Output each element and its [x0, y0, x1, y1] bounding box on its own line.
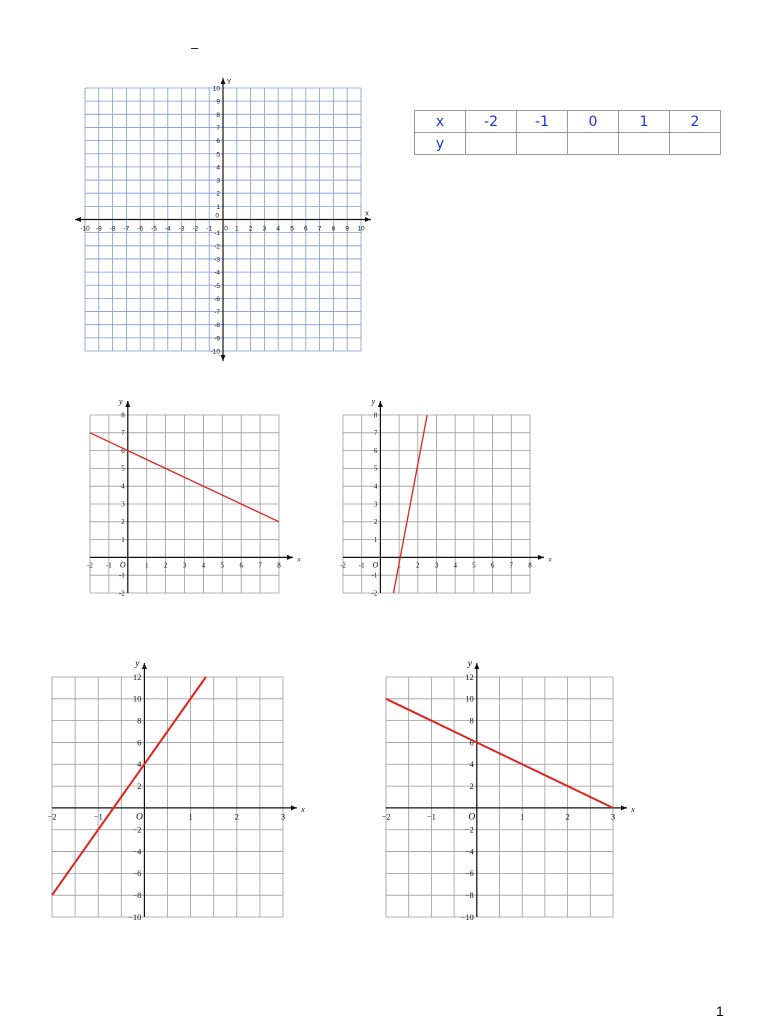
x-tick-label: 4	[453, 561, 457, 570]
y-tick-label: -5	[214, 282, 220, 290]
y-axis-arrow	[378, 401, 383, 407]
y-tick-label: 4	[121, 482, 125, 491]
x-tick-label: 6	[303, 225, 308, 233]
x-tick-label: -6	[137, 225, 144, 233]
x-tick-label: −2	[381, 811, 391, 822]
y-tick-label: 8	[216, 111, 220, 119]
table-cell: -1	[517, 111, 568, 133]
chart-5	[381, 659, 635, 922]
y-tick-label: 1	[121, 535, 125, 544]
x-tick-label: -3	[178, 225, 185, 233]
y-tick-label: 2	[373, 518, 378, 527]
x-axis-label: x	[548, 555, 552, 564]
y-tick-label: 12	[465, 671, 474, 682]
y-tick-label: −10	[460, 911, 474, 922]
y-tick-label: 3	[121, 500, 125, 509]
x-tick-label: 4	[201, 561, 206, 570]
x-tick-label: 6	[239, 561, 243, 570]
table-cell: 0	[568, 111, 619, 133]
origin-label: O	[119, 560, 126, 570]
table-cell: 2	[670, 111, 721, 133]
x-axis-arrow	[75, 217, 81, 222]
y-tick-label: 8	[121, 411, 125, 420]
x-tick-label: -7	[123, 225, 130, 233]
x-tick-label: 3	[280, 811, 286, 822]
y-tick-label: −4	[464, 846, 474, 857]
x-tick-label: -5	[151, 225, 157, 233]
y-axis-label: y	[119, 397, 123, 406]
y-axis-arrow	[142, 663, 147, 669]
table-cell: -2	[466, 111, 517, 133]
y-tick-label: -1	[214, 230, 220, 238]
y-tick-label: -10	[210, 348, 220, 356]
x-tick-label: −2	[47, 811, 57, 822]
y-tick-label: 4	[373, 482, 378, 491]
x-tick-label: -4	[164, 225, 171, 233]
x-tick-label: 7	[509, 561, 514, 570]
x-tick-label: -2	[192, 225, 199, 233]
y-tick-label: 9	[216, 98, 220, 106]
x-tick-label: 8	[331, 225, 336, 233]
y-tick-label: 7	[121, 429, 125, 438]
x-tick-label: -9	[95, 225, 102, 233]
x-tick-label: 2	[163, 561, 168, 570]
x-tick-label: 3	[434, 561, 439, 570]
y-tick-label: 5	[216, 151, 220, 159]
x-axis-label: x	[297, 555, 301, 564]
y-axis-arrow	[221, 78, 226, 84]
y-tick-label: 7	[216, 124, 220, 132]
x-tick-label: 7	[258, 561, 262, 570]
y-tick-label: −6	[132, 868, 142, 879]
y-tick-label: -4	[214, 269, 220, 277]
y-tick-label: −8	[132, 890, 142, 901]
y-tick-label: 4	[469, 759, 474, 770]
y-tick-label: 4	[137, 759, 142, 770]
x-axis-arrow	[621, 805, 627, 810]
y-tick-label: 5	[373, 464, 378, 473]
y-tick-label: 10	[212, 85, 220, 93]
origin-label: O	[135, 812, 143, 823]
y-tick-label: 2	[216, 190, 220, 198]
y-tick-label: -8	[214, 322, 220, 330]
x-tick-label: 8	[277, 561, 281, 570]
y-tick-label: 2	[121, 518, 125, 527]
y-tick-label: -7	[214, 309, 220, 317]
y-tick-label: 8	[373, 411, 378, 420]
y-tick-label: 1	[373, 535, 378, 544]
x-tick-label: -8	[109, 225, 116, 233]
chart-3	[340, 397, 552, 597]
x-tick-label: 2	[234, 811, 239, 822]
x-tick-label: 9	[345, 225, 350, 233]
y-tick-label: 3	[373, 500, 378, 509]
x-tick-label: 5	[290, 225, 294, 233]
x-tick-label: 0	[224, 225, 228, 233]
y-tick-label: 7	[373, 429, 378, 438]
y-axis-arrow	[474, 663, 479, 669]
y-tick-label: 12	[132, 671, 142, 682]
y-axis-label: y	[467, 659, 472, 669]
y-tick-label: 0	[215, 212, 219, 220]
x-tick-label: 8	[528, 561, 532, 570]
table-cell: x	[415, 111, 466, 133]
x-axis-arrow	[365, 217, 371, 222]
chart-2	[87, 397, 301, 597]
chart-4	[47, 659, 305, 922]
y-tick-label: 4	[216, 164, 220, 172]
y-axis-label: Y	[226, 79, 232, 86]
y-tick-label: 6	[373, 446, 378, 455]
y-tick-label: -9	[214, 335, 220, 343]
y-tick-label: 10	[132, 693, 142, 704]
y-tick-label: -2	[371, 589, 378, 598]
y-tick-label: −2	[132, 824, 142, 835]
x-tick-label: 6	[490, 561, 495, 570]
y-tick-label: -2	[214, 243, 220, 251]
y-axis-arrow	[221, 355, 226, 361]
y-tick-label: 6	[216, 138, 220, 146]
y-axis-label: y	[135, 659, 140, 669]
x-tick-label: −1	[93, 811, 103, 822]
y-tick-label: −8	[464, 890, 474, 901]
y-tick-label: 6	[121, 446, 125, 455]
y-axis-arrow	[125, 401, 130, 407]
x-tick-label: 10	[357, 225, 365, 233]
chart-1	[75, 78, 371, 361]
x-tick-label: 2	[416, 561, 420, 570]
x-tick-label: 2	[565, 811, 570, 822]
x-tick-label: 3	[610, 811, 616, 822]
x-axis-arrow	[287, 555, 293, 560]
x-tick-label: 5	[472, 561, 476, 570]
y-tick-label: 6	[137, 737, 142, 748]
x-tick-label: 1	[144, 561, 149, 570]
y-tick-label: -3	[214, 256, 220, 264]
x-tick-label: -2	[87, 561, 93, 570]
x-tick-label: 5	[220, 561, 225, 570]
y-tick-label: −4	[132, 846, 142, 857]
y-tick-label: 2	[469, 780, 474, 791]
x-tick-label: 2	[248, 225, 253, 233]
x-tick-label: 4	[276, 225, 281, 233]
y-tick-label: 8	[137, 715, 142, 726]
y-tick-label: −10	[128, 911, 142, 922]
x-tick-label: 1	[188, 811, 193, 822]
table-cell: y	[415, 133, 466, 155]
x-tick-label: 1	[520, 811, 525, 822]
x-tick-label: -1	[206, 225, 213, 233]
y-tick-label: -1	[371, 571, 378, 580]
x-tick-label: -1	[105, 561, 112, 570]
x-tick-label: -10	[80, 225, 90, 233]
y-tick-label: 1	[216, 203, 220, 211]
y-tick-label: 5	[121, 464, 125, 473]
y-tick-label: 3	[216, 177, 220, 185]
x-tick-label: 1	[234, 225, 239, 233]
x-axis-arrow	[291, 805, 297, 810]
x-tick-label: -1	[358, 561, 365, 570]
x-axis-label: x	[365, 210, 369, 218]
y-tick-label: -2	[118, 589, 125, 598]
x-tick-label: 1	[397, 561, 401, 570]
header-dash: –	[191, 40, 199, 55]
y-tick-label: -6	[214, 295, 220, 303]
y-tick-label: 8	[469, 715, 474, 726]
x-axis-label: x	[631, 803, 635, 814]
origin-label: O	[468, 812, 476, 823]
page-number: 1	[716, 1003, 724, 1019]
y-tick-label: −6	[464, 868, 474, 879]
y-tick-label: -1	[118, 571, 125, 580]
x-tick-label: -2	[340, 561, 346, 570]
x-tick-label: 3	[262, 225, 267, 233]
x-tick-label: 3	[182, 561, 187, 570]
y-tick-label: 10	[465, 693, 474, 704]
origin-label: O	[372, 560, 379, 570]
x-tick-label: 7	[317, 225, 322, 233]
x-tick-label: −1	[426, 811, 436, 822]
table-cell: 1	[619, 111, 670, 133]
y-tick-label: 6	[469, 737, 474, 748]
y-tick-label: −2	[464, 824, 474, 835]
y-tick-label: 2	[137, 780, 142, 791]
x-axis-label: x	[301, 803, 305, 814]
x-axis-arrow	[538, 555, 544, 560]
y-axis-label: y	[371, 397, 376, 406]
